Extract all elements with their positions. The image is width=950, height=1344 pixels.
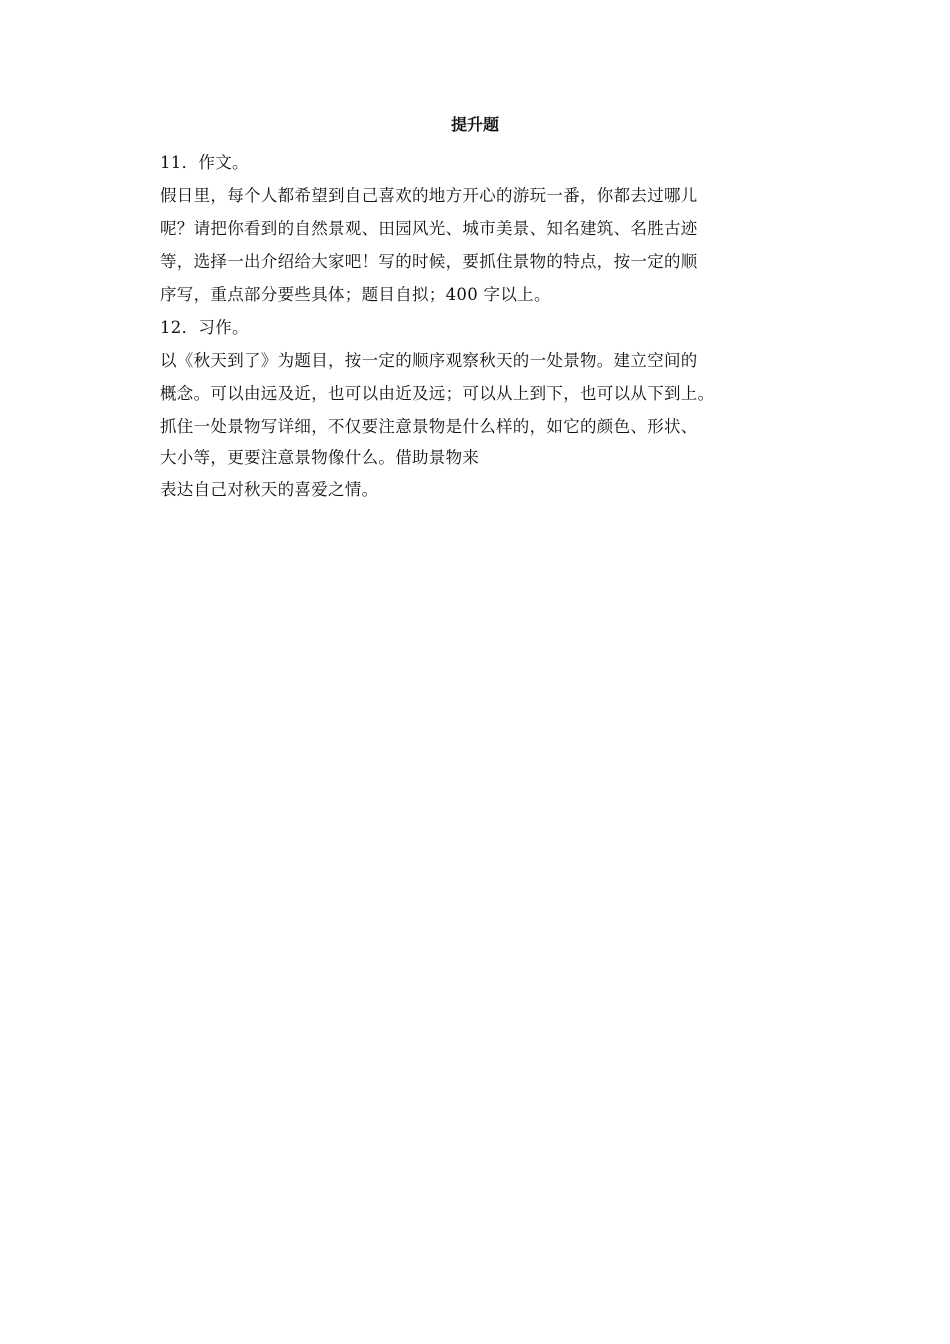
question-text-line: 序写，重点部分要些具体；题目自拟；400 字以上。 [160,285,551,304]
question-text-line: 呢？请把你看到的自然景观、田园风光、城市美景、知名建筑、名胜古迹 [160,219,698,238]
question-12 [160,311,810,506]
question-11 [160,146,810,311]
question-text-line: 抓住一处景物写详细，不仅要注意景物是什么样的，如它的颜色、形状、 [160,417,698,436]
question-text-line: 概念。可以由远及近，也可以由近及远；可以从上到下，也可以从下到上。 [160,384,715,403]
question-heading: 11．作文。 [160,153,249,172]
question-text-line: 大小等，更要注意景物像什么。借助景物来 [160,448,480,467]
question-text-line: 表达自己对秋天的喜爱之情。 [160,480,379,499]
question-text-line: 以《秋天到了》为题目，按一定的顺序观察秋天的一处景物。建立空间的 [160,351,698,370]
section-title: 提升题 [450,115,499,134]
question-heading: 12．习作。 [160,318,249,337]
document-body [160,146,810,506]
question-text-line: 假日里，每个人都希望到自己喜欢的地方开心的游玩一番，你都去过哪儿 [160,186,698,205]
question-text-line: 等，选择一出介绍给大家吧！写的时候，要抓住景物的特点，按一定的顺 [160,252,698,271]
